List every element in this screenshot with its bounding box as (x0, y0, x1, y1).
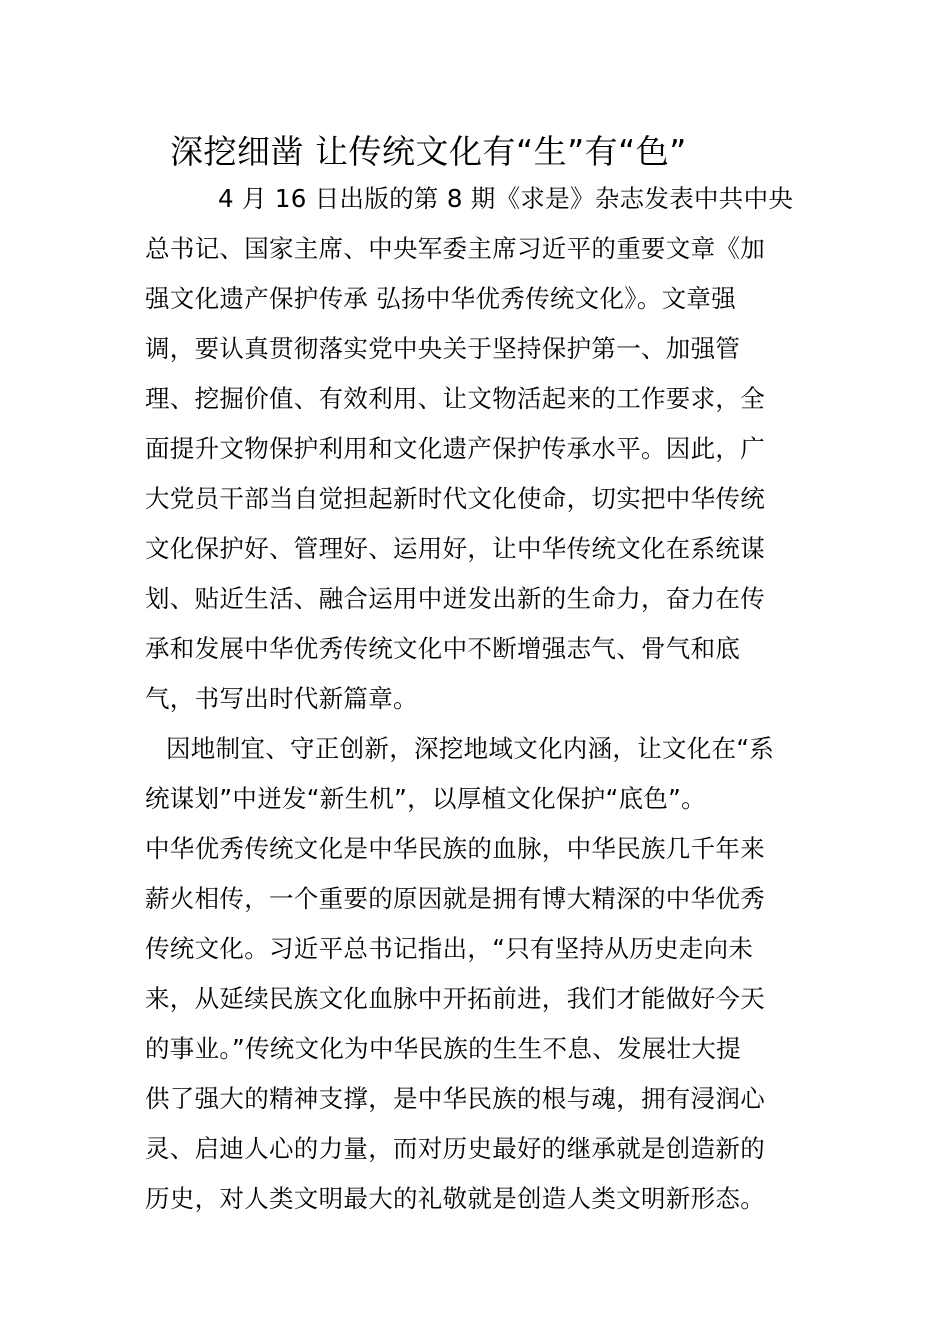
paragraph-line: 供了强大的精神支撑，是中华民族的根与魂，拥有浸润心 (145, 1084, 765, 1113)
paragraph-line: 划、贴近生活、融合运用中迸发出新的生命力，奋力在传 (145, 584, 765, 613)
paragraph-line: 传统文化。习近平总书记指出，“只有坚持从历史走向未 (145, 934, 754, 963)
paragraph-line: 统谋划”中迸发“新生机”，以厚植文化保护“底色”。 (145, 784, 706, 813)
paragraph-line: 文化保护好、管理好、运用好，让中华传统文化在系统谋 (145, 534, 765, 563)
paragraph-line: 大党员干部当自觉担起新时代文化使命，切实把中华传统 (145, 484, 765, 513)
document-title: 深挖细凿 让传统文化有“生”有“色” (170, 132, 687, 171)
paragraph-line: 承和发展中华优秀传统文化中不断增强志气、骨气和底 (145, 634, 741, 663)
paragraph-line: 灵、启迪人心的力量，而对历史最好的继承就是创造新的 (145, 1134, 765, 1163)
paragraph-line: 理、挖掘价值、有效利用、让文物活起来的工作要求，全 (145, 384, 765, 413)
paragraph-line: 中华优秀传统文化是中华民族的血脉，中华民族几千年来 (145, 834, 765, 863)
paragraph-line: 历史，对人类文明最大的礼敬就是创造人类文明新形态。 (145, 1184, 765, 1213)
paragraph-line: 面提升文物保护利用和文化遗产保护传承水平。因此，广 (145, 434, 765, 463)
paragraph-line: 强文化遗产保护传承 弘扬中华优秀传统文化》。文章强 (145, 284, 737, 313)
paragraph-line: 总书记、国家主席、中央军委主席习近平的重要文章《加 (145, 234, 765, 263)
paragraph-line: 薪火相传，一个重要的原因就是拥有博大精深的中华优秀 (145, 884, 765, 913)
paragraph-line: 4 月 16 日出版的第 8 期《求是》杂志发表中共中央 (218, 184, 794, 213)
paragraph-line: 来，从延续民族文化血脉中开拓前进，我们才能做好今天 (145, 984, 765, 1013)
paragraph-line: 的事业。”传统文化为中华民族的生生不息、发展壮大提 (145, 1034, 741, 1063)
paragraph-line: 因地制宜、守正创新，深挖地域文化内涵，让文化在“系 (166, 734, 775, 763)
paragraph-line: 气，书写出时代新篇章。 (145, 684, 418, 713)
paragraph-line: 调，要认真贯彻落实党中央关于坚持保护第一、加强管 (145, 334, 741, 363)
